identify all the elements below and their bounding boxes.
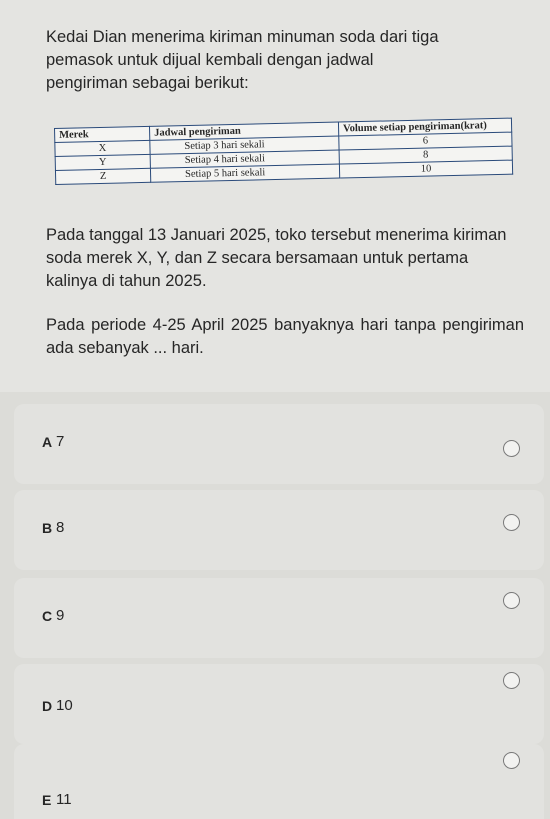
radio-button[interactable] [503,672,520,689]
radio-button[interactable] [503,514,520,531]
header-schedule: Jadwal pengiriman [149,122,338,140]
cell-brand: Y [55,154,150,170]
shipping-schedule-table [54,118,513,185]
question-paragraph-1: Pada tanggal 13 Januari 2025, toko tersebut menerima kiriman soda merek X, Y, dan Z secara bersamaan untuk pertama kalinya di tahun 2025. [46,226,507,290]
answer-option-c[interactable] [14,578,544,658]
cell-volume: 6 [339,132,512,150]
question-card [0,0,550,392]
option-letter: B [42,520,53,536]
cell-schedule: Setiap 4 hari sekali [150,150,339,168]
cell-schedule: Setiap 3 hari sekali [150,136,339,154]
answer-option-d[interactable] [14,664,544,744]
option-value: 7 [56,433,65,450]
answer-option-b[interactable] [14,490,544,570]
header-volume: Volume setiap pengiriman(krat) [338,118,511,136]
radio-button[interactable] [503,592,520,609]
option-value: 10 [56,697,73,714]
answer-option-a[interactable] [14,404,544,484]
radio-button[interactable] [503,752,520,769]
question-intro [46,26,524,95]
intro-line: pemasok untuk dijual kembali dengan jadwal [46,51,374,69]
answer-option-e[interactable] [14,744,544,819]
cell-brand: Z [55,168,150,184]
option-value: 11 [56,791,72,808]
option-letter: E [42,792,52,808]
header-brand: Merek [55,126,150,142]
option-value: 8 [56,519,65,536]
radio-button[interactable] [503,440,520,457]
cell-volume: 10 [339,160,512,178]
cell-volume: 8 [339,146,512,164]
cell-brand: X [55,140,150,156]
question-paragraph-2: Pada periode 4-25 April 2025 banyaknya hari tanpa pengiriman ada sebanyak ... hari. [46,316,524,357]
option-value: 9 [56,607,65,624]
intro-line: Kedai Dian menerima kiriman minuman soda dari tiga [46,28,439,46]
option-letter: D [42,698,53,714]
option-letter: A [42,434,53,450]
option-letter: C [42,608,53,624]
cell-schedule: Setiap 5 hari sekali [150,164,339,182]
intro-line: pengiriman sebagai berikut: [46,74,249,92]
